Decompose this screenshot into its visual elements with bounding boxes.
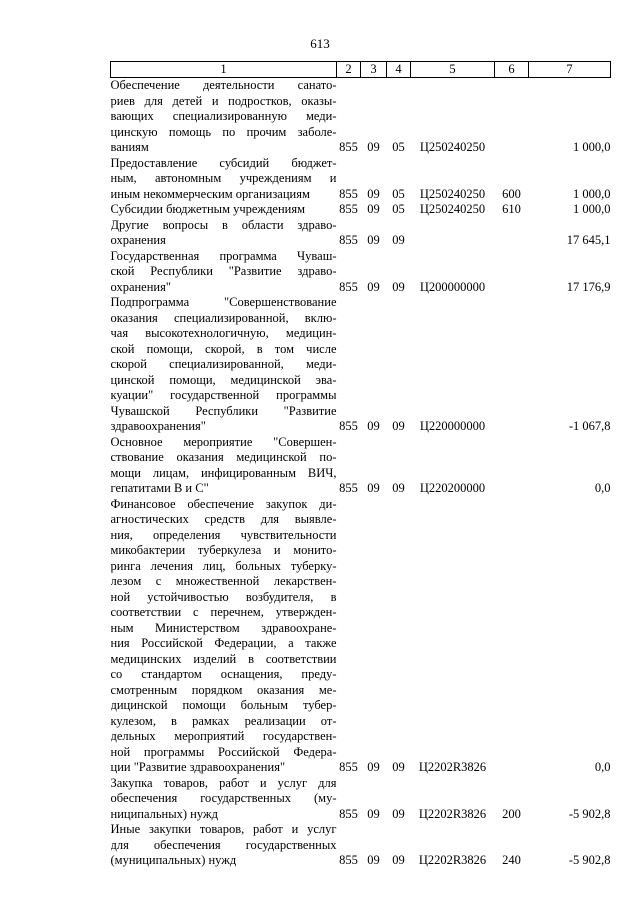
row-name-line: вающих специализированную меди- — [110, 109, 337, 123]
cell-amount: 1 000,0 — [573, 140, 611, 154]
row-name — [111, 295, 337, 435]
header-col-3: 3 — [361, 62, 387, 78]
row-name — [111, 156, 337, 203]
cell-subsection: 09 — [392, 279, 405, 294]
cell-target-article — [411, 218, 495, 249]
row-name-line: ской Республики "Развитие здраво- — [110, 264, 337, 278]
cell-subsection: 09 — [392, 806, 405, 821]
row-name-line: ской помощи, скорой, в том числе — [110, 341, 337, 356]
row-name-line: гепатитами В и С" — [110, 481, 209, 495]
row-name-line: цинской помощи, медицинской эва- — [110, 372, 337, 387]
cell-target-article: Ц250240250 — [419, 140, 486, 154]
row-name-line: микобактерии туберкулеза и монито- — [110, 543, 337, 557]
table-row — [111, 435, 611, 497]
cell-amount: -5 902,8 — [568, 853, 611, 867]
cell-target-article: Ц2202R3826 — [418, 760, 487, 774]
row-name-line: мощи лицам, инфицированным ВИЧ, — [110, 465, 337, 480]
row-name-line: куации" государственной программы — [110, 388, 337, 402]
table-row — [111, 295, 611, 435]
cell-section: 09 — [367, 279, 380, 294]
cell-subsection: 09 — [392, 233, 405, 247]
cell-expense-type: 600 — [502, 186, 521, 201]
cell-expense-type — [495, 78, 529, 156]
cell-subsection: 09 — [392, 853, 405, 867]
row-name — [111, 822, 337, 869]
cell-expense-type — [495, 497, 529, 776]
row-name-line: лезом с множественной лекарствен- — [110, 574, 337, 588]
row-name-line: агностических средств для выявле- — [110, 512, 337, 526]
row-name-line: Чувашской Республики "Развитие — [110, 403, 337, 418]
row-name — [111, 776, 337, 823]
cell-subsection: 09 — [392, 760, 405, 774]
cell-expense-type — [495, 218, 529, 249]
cell-admin-code: 855 — [339, 419, 358, 433]
row-name-line: соответствии с перечнем, утвержден- — [110, 605, 337, 619]
row-name-line: Основное мероприятие "Совершен- — [110, 434, 337, 449]
cell-section: 09 — [367, 186, 380, 201]
cell-target-article: Ц2202R3826 — [418, 853, 487, 867]
row-name-line: риев для детей и подростков, оказы- — [110, 93, 337, 108]
row-name-line: Финансовое обеспечение закупок ди- — [110, 496, 337, 511]
row-name-line: охранения — [110, 233, 166, 247]
row-name-line: ниципальных) нужд — [110, 806, 218, 821]
row-name-line: ствование оказания медицинской по- — [110, 450, 337, 464]
header-col-4: 4 — [387, 62, 411, 78]
row-name-line: со стандартом оснащения, преду- — [110, 667, 337, 681]
table-row — [111, 156, 611, 203]
cell-subsection: 05 — [392, 140, 405, 154]
cell-expense-type: 610 — [502, 202, 521, 216]
row-name-line: медицинских изделий в соответствии — [110, 651, 337, 666]
table-body — [111, 78, 611, 869]
row-name-line: Государственная программа Чуваш- — [110, 248, 337, 263]
row-name-line: ной программы Российской Федера- — [110, 744, 337, 759]
cell-amount: 0,0 — [594, 760, 611, 774]
cell-section: 09 — [367, 760, 380, 774]
table-row — [111, 249, 611, 296]
row-name-line: обеспечения государственных (му- — [110, 791, 337, 805]
row-name-line: ваниям — [110, 140, 149, 154]
cell-admin-code: 855 — [339, 481, 358, 495]
row-name-line: Предоставление субсидий бюджет- — [110, 155, 337, 170]
row-name-line: оказания специализированной, вклю- — [110, 310, 337, 325]
row-name-line: ния Российской Федерации, а также — [110, 636, 337, 650]
cell-target-article: Ц220000000 — [419, 419, 486, 433]
cell-amount: -5 902,8 — [568, 806, 611, 821]
row-name — [111, 78, 337, 156]
row-name-line: ринга лечения лиц, больных туберку- — [110, 558, 337, 573]
header-col-6: 6 — [495, 62, 529, 78]
cell-admin-code: 855 — [339, 760, 358, 774]
table-row — [111, 202, 611, 218]
cell-target-article: Ц2202R3826 — [418, 806, 487, 821]
row-name-line: дельных мероприятий государствен- — [110, 729, 337, 743]
row-name-line: охранения" — [110, 279, 171, 294]
table-row — [111, 78, 611, 156]
row-name-line: Подпрограмма "Совершенствование — [110, 295, 337, 309]
row-name-line: ния, определения чувствительности — [110, 527, 337, 542]
row-name — [111, 218, 337, 249]
row-name-line: дицинской помощи больным тубер- — [110, 698, 337, 712]
cell-expense-type — [495, 249, 529, 296]
row-name-line: ции "Развитие здравоохранения" — [110, 760, 286, 774]
row-name-line: цинскую помощь по прочим заболе- — [110, 124, 337, 139]
cell-amount: -1 067,8 — [568, 419, 611, 433]
cell-target-article: Ц200000000 — [419, 279, 486, 294]
header-col-2: 2 — [337, 62, 361, 78]
page-number: 613 — [310, 36, 330, 51]
cell-amount: 1 000,0 — [573, 186, 611, 201]
cell-subsection: 05 — [392, 186, 405, 201]
cell-target-article: Ц250240250 — [419, 186, 486, 201]
cell-expense-type: 240 — [502, 853, 521, 867]
cell-admin-code: 855 — [339, 806, 358, 821]
cell-admin-code: 855 — [339, 140, 358, 154]
cell-expense-type — [495, 295, 529, 435]
cell-admin-code: 855 — [339, 233, 358, 247]
table-row — [111, 218, 611, 249]
cell-subsection: 09 — [392, 419, 405, 433]
table-row — [111, 776, 611, 823]
cell-subsection: 05 — [392, 202, 405, 216]
row-name-line: ным, автономным учреждениям и — [110, 171, 337, 185]
cell-amount: 0,0 — [594, 481, 611, 495]
row-name — [111, 497, 337, 776]
table-row — [111, 822, 611, 869]
cell-admin-code: 855 — [339, 279, 358, 294]
header-col-5: 5 — [411, 62, 495, 78]
cell-section: 09 — [367, 140, 380, 154]
cell-admin-code: 855 — [339, 853, 358, 867]
budget-table — [110, 61, 611, 869]
row-name — [111, 202, 337, 218]
row-name-line: (муниципальных) нужд — [110, 853, 237, 867]
cell-section: 09 — [367, 853, 380, 867]
header-row — [111, 62, 611, 78]
cell-section: 09 — [367, 233, 380, 247]
row-name-line: скорой специализированной, меди- — [110, 357, 337, 371]
cell-expense-type: 200 — [502, 806, 521, 821]
header-col-1: 1 — [111, 62, 337, 78]
header-col-7: 7 — [529, 62, 611, 78]
row-name-line: кулезом, в рамках реализации от- — [110, 713, 337, 728]
row-name — [111, 435, 337, 497]
row-name-line: ной устойчивостью возбудителя, в — [110, 589, 337, 604]
row-name-line: Закупка товаров, работ и услуг для — [110, 775, 337, 790]
row-name-line: Субсидии бюджетным учреждениям — [110, 202, 306, 216]
cell-amount: 1 000,0 — [573, 202, 611, 216]
cell-section: 09 — [367, 202, 380, 216]
cell-section: 09 — [367, 419, 380, 433]
row-name — [111, 249, 337, 296]
cell-amount: 17 645,1 — [566, 233, 611, 247]
row-name-line: иным некоммерческим организациям — [110, 186, 310, 201]
row-name-line: Иные закупки товаров, работ и услуг — [110, 822, 337, 836]
cell-section: 09 — [367, 481, 380, 495]
cell-amount: 17 176,9 — [566, 279, 611, 294]
cell-target-article: Ц220200000 — [419, 481, 486, 495]
row-name-line: смотренным порядком оказания ме- — [110, 682, 337, 697]
cell-section: 09 — [367, 806, 380, 821]
row-name-line: Обеспечение деятельности санато- — [110, 78, 337, 92]
row-name-line: здравоохранения" — [110, 419, 206, 433]
row-name-line: ным Министерством здравоохране- — [110, 620, 337, 635]
cell-expense-type — [495, 435, 529, 497]
cell-admin-code: 855 — [339, 202, 358, 216]
table-row — [111, 497, 611, 776]
cell-subsection: 09 — [392, 481, 405, 495]
row-name-line: Другие вопросы в области здраво- — [110, 217, 337, 232]
cell-target-article: Ц250240250 — [419, 202, 486, 216]
cell-admin-code: 855 — [339, 186, 358, 201]
row-name-line: чая высокотехнологичную, медицин- — [110, 326, 337, 340]
row-name-line: для обеспечения государственных — [110, 837, 337, 852]
